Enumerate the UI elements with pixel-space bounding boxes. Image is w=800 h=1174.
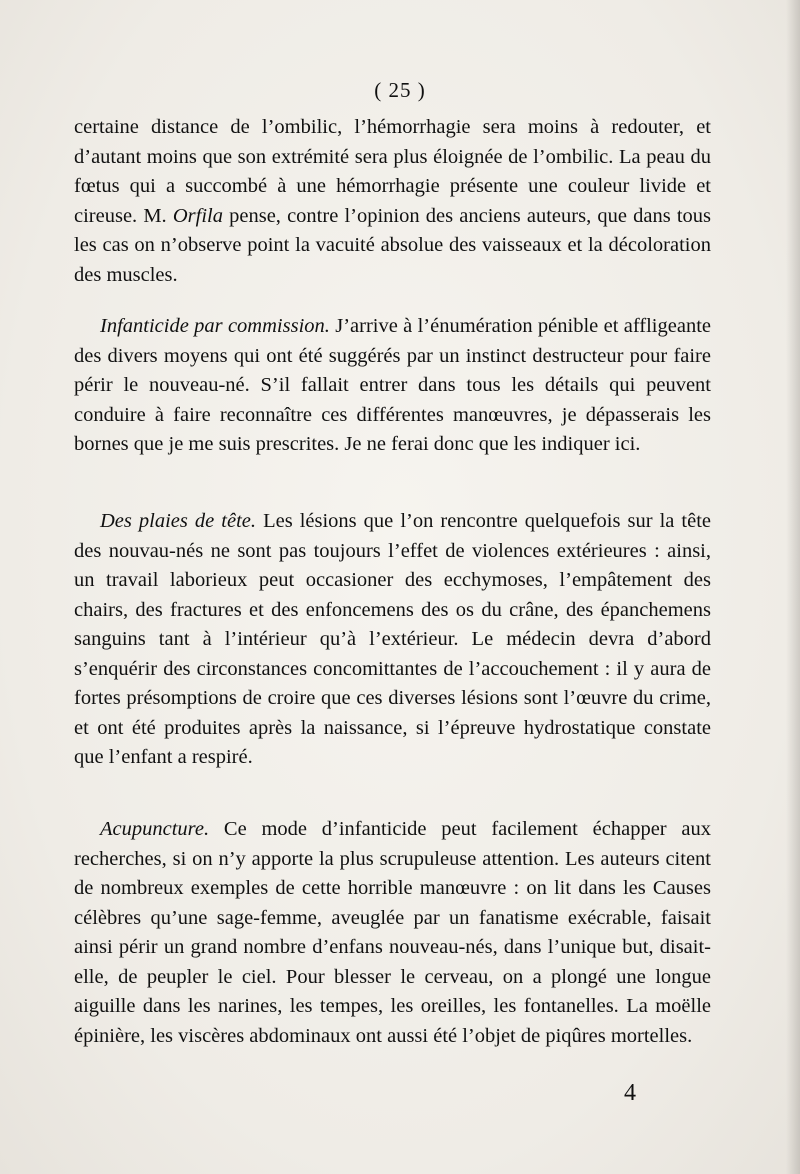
paragraph-acupuncture <box>74 815 711 1051</box>
section-heading: Acupuncture. <box>100 818 210 840</box>
section-heading: Des plaies de tête. <box>100 510 257 532</box>
paragraph-text: J’arrive à l’énumération pénible et affligeante des divers moyens qui ont été suggérés par un instinct destructeur pour faire périr le nouveau-né. S’il fallait entrer dans tous les détails qui peuvent conduire à faire reconnaître ces différentes manœuvres, je dépasserais les bornes que je me suis prescrites. Je ne ferai donc que les indiquer ici. <box>74 315 711 455</box>
paragraph-plaies-de-tete <box>74 507 711 773</box>
page-number: ( 25 ) <box>374 78 426 102</box>
author-name: Orfila <box>172 204 223 227</box>
paragraph-infanticide-commission <box>74 312 711 460</box>
page-edge-shadow <box>786 0 800 1174</box>
paragraph-text: Les lésions que l’on rencontre quelquefois sur la tête des nouvau-nés ne sont pas toujours l’effet de violences extérieures : ainsi, un travail laborieux peut occasioner des ecchymoses, l’empâtement des chairs, des fractures et des enfoncemens des os du crâne, des épanchemens sanguins tant à l’intérieur qu’à l’extérieur. Le médecin devra d’abord s’enquérir des circonstances concomittantes de l’accouchement : il y aura de fortes présomptions de croire que ces diverses lésions sont l’œuvre du crime, et ont été produites après la naissance, si l’épreuve hydrostatique constate que l’enfant a respiré. <box>74 510 711 768</box>
section-heading: Infanticide par commission. <box>100 315 330 337</box>
signature-mark: 4 <box>624 1080 636 1106</box>
paragraph-continuation <box>74 113 711 290</box>
paragraph-text: certaine distance de l’ombilic, l’hémorrhagie sera moins à redouter, et d’autant moins que son extrémité sera plus éloignée de l’ombilic. La peau du fœtus qui a succombé à une hémorrhagie présente une couleur livide et cireuse. M. <box>74 116 711 227</box>
paragraph-text: Ce mode d’infanticide peut facilement échapper aux recherches, si on n’y apporte la plus scrupuleuse attention. Les auteurs citent de nombreux exemples de cette horrible manœuvre : on lit dans les Causes célèbres qu’une sage-femme, aveuglée par un fanatisme exécrable, faisait ainsi périr un grand nombre d’enfans nouveau-nés, dans l’unique but, disait-elle, de peupler le ciel. Pour blesser le cerveau, on a plongé une longue aiguille dans les narines, les tempes, les oreilles, les fontanelles. La moëlle épinière, les viscères abdominaux ont aussi été l’objet de piqûres mortelles. <box>74 818 711 1047</box>
paragraph-text: pense, contre l’opinion des anciens auteurs, que dans tous les cas on n’observe point la vacuité absolue des vaisseaux et la décoloration des muscles. <box>74 204 712 286</box>
